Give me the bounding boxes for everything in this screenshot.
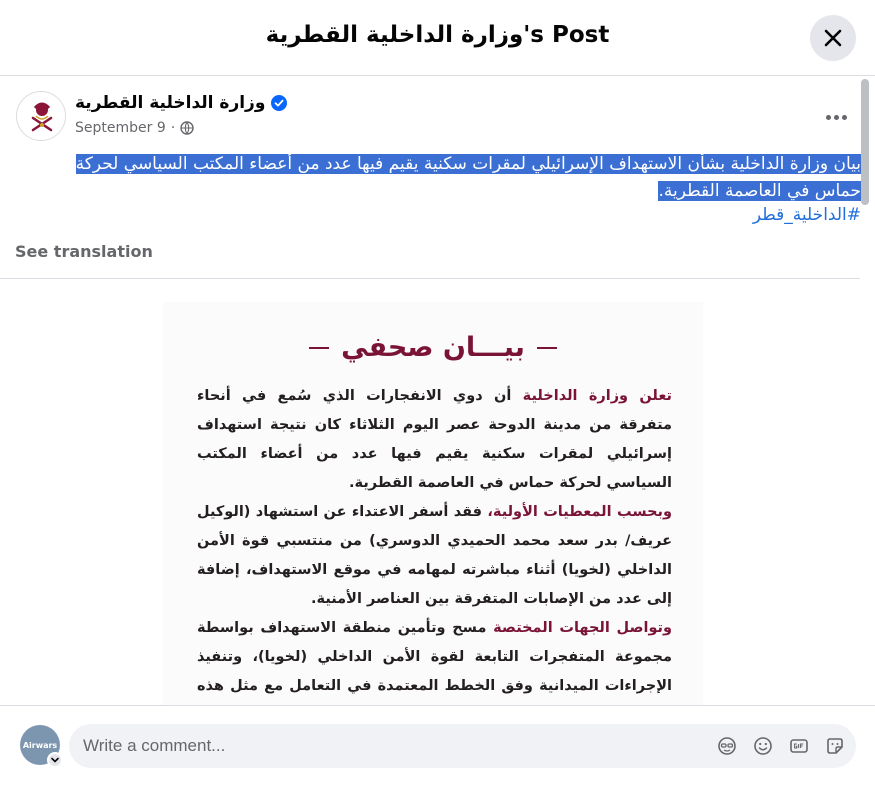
chevron-down-icon [50, 755, 60, 765]
paragraph-text: أن دوي الانفجارات الذي سُمع في أنحاء متفرقة من مدينة الدوحة عصر اليوم الثلاثاء كان نتيجة استهداف إسرائيلي لمقرات سكنية يقيم فيها عدد من أعضاء المكتب السياسي لحركة حماس في العاصمة القطرية. [197, 388, 672, 491]
avatar-sticker-icon [717, 736, 737, 756]
composer-icons [716, 735, 846, 757]
moi-logo-icon [17, 92, 67, 142]
close-icon [823, 28, 843, 48]
my-avatar[interactable]: Airwars [20, 725, 60, 765]
title-rule [537, 347, 557, 349]
sticker-icon [825, 736, 845, 756]
post-text-line-1: بيان وزارة الداخلية بشأن الاستهداف الإسرائيلي لمقرات سكنية يقيم فيها عدد من أعضاء المكتب السياسي لحركة [75, 154, 861, 174]
statement-title-row [163, 332, 703, 363]
hashtag-link[interactable]: #الداخلية_قطر [752, 205, 861, 225]
dialog-header [0, 0, 875, 76]
post-text-line-2: حماس في العاصمة القطرية. [658, 181, 861, 201]
more-options-button[interactable] [816, 105, 856, 129]
post-text [26, 151, 861, 205]
post-header [16, 91, 856, 143]
statement-paragraph [197, 498, 672, 614]
paragraph-lead: وتواصل الجهات المختصة [493, 620, 672, 636]
emoji-icon [753, 736, 773, 756]
page-name-row [75, 93, 287, 113]
statement-paragraph [197, 382, 672, 498]
gif-icon [789, 736, 809, 756]
comment-composer [0, 705, 875, 789]
press-statement-image[interactable] [163, 302, 703, 712]
gif-button[interactable] [788, 735, 810, 757]
sticker-button[interactable] [824, 735, 846, 757]
avatar-sticker-button[interactable] [716, 735, 738, 757]
close-button[interactable] [810, 15, 856, 61]
meta-separator: · [170, 120, 176, 136]
dialog-title: وزارة الداخلية القطرية's Post [265, 22, 610, 48]
more-options-icon [826, 115, 831, 120]
scrollbar-thumb[interactable] [861, 79, 869, 205]
emoji-button[interactable] [752, 735, 774, 757]
paragraph-lead: تعلن وزارة الداخلية [522, 388, 672, 404]
statement-body [197, 382, 672, 730]
paragraph-text: فقد أسفر الاعتداء عن استشهاد (الوكيل عريف/ بدر سعد محمد الحميدي الدوسري) من منتسبي قوة الأمن الداخلي (لخويا) أثناء مباشرته لمهامه في موقع الاستهداف، إضافة إلى عدد من الإصابات المتفرقة بين العناصر الأمنية. [197, 504, 672, 607]
post-meta [75, 120, 194, 136]
divider [0, 278, 860, 279]
title-rule [309, 347, 329, 349]
globe-icon [180, 121, 194, 135]
comment-input[interactable] [83, 724, 683, 768]
paragraph-lead: وبحسب المعطيات الأولية، [487, 504, 672, 520]
comment-box[interactable] [69, 724, 856, 768]
paragraph-text: مسح وتأمين منطقة الاستهداف بواسطة مجموعة المتفجرات التابعة لقوة الأمن الداخلي (لخويا)، وتنفيذ الإجراءات الميدانية وفق الخطط المعتمدة في التعامل مع مثل هذه [197, 620, 672, 694]
post-date[interactable]: September 9 [75, 120, 166, 136]
verified-badge-icon [271, 95, 287, 111]
page-avatar[interactable] [16, 91, 66, 141]
account-switcher[interactable] [47, 752, 63, 768]
statement-title: بيـــان صحفي [341, 332, 525, 363]
page-name[interactable]: وزارة الداخلية القطرية [75, 93, 266, 113]
post-scroll-area[interactable] [0, 77, 875, 705]
see-translation-link[interactable]: See translation [15, 242, 153, 261]
